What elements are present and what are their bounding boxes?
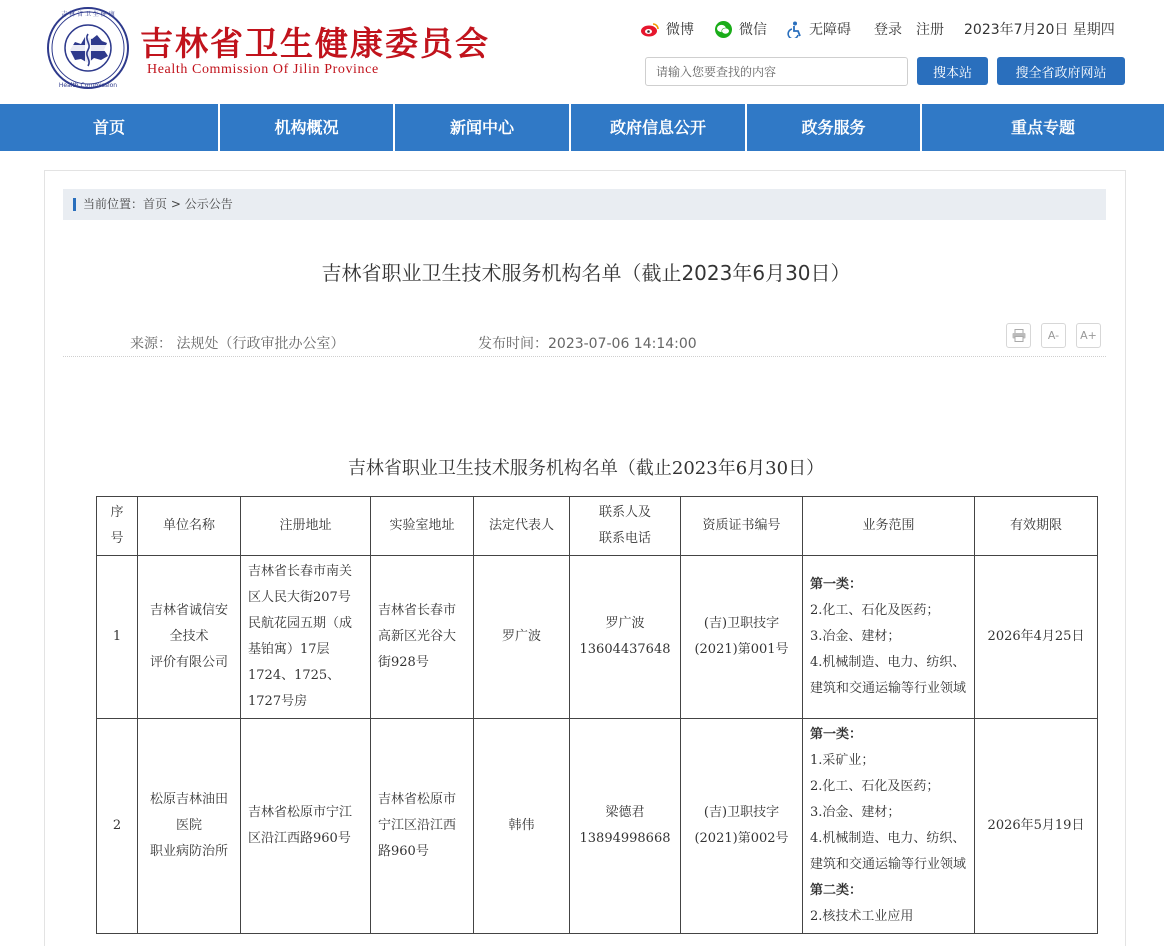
article-tools <box>1006 323 1101 348</box>
main-nav <box>0 104 1164 151</box>
nav-topics[interactable]: 重点专题 <box>1010 118 1075 137</box>
document-title: 吉林省职业卫生技术服务机构名单（截止2023年6月30日） <box>347 458 825 479</box>
col-scope: 业务范围 <box>803 497 975 556</box>
wechat-icon <box>714 21 733 38</box>
cell-contact: 罗广波 13604437648 <box>570 556 681 719</box>
meta-divider <box>63 356 1106 357</box>
cell-reg-addr: 吉林省长春市南关区人民大街207号民航花园五期（成基铂寓）17层1724、1725、1727号房 <box>241 556 371 719</box>
wechat-label: 微信 <box>739 22 767 38</box>
nav-about[interactable]: 机构概况 <box>220 104 395 151</box>
col-reg-addr: 注册地址 <box>241 497 371 556</box>
cell-cert: (吉)卫职技字 (2021)第002号 <box>681 719 803 934</box>
current-date: 2023年7月20日 星期四 <box>964 22 1115 38</box>
print-icon <box>1012 329 1026 342</box>
login-link[interactable]: 登录 <box>874 22 902 38</box>
weibo-icon <box>640 21 660 37</box>
col-lab-addr: 实验室地址 <box>371 497 474 556</box>
table-row <box>97 719 1098 934</box>
col-cert: 资质证书编号 <box>681 497 803 556</box>
font-increase-button[interactable]: A+ <box>1076 323 1101 348</box>
cell-valid: 2026年4月25日 <box>975 556 1098 719</box>
breadcrumb-current[interactable]: 公示公告 <box>184 197 233 211</box>
cell-seq: 2 <box>97 719 138 934</box>
top-links <box>640 16 1115 42</box>
font-decrease-button[interactable]: A- <box>1041 323 1066 348</box>
accessibility-link[interactable] <box>787 19 851 39</box>
commission-logo[interactable] <box>44 6 132 90</box>
cell-seq: 1 <box>97 556 138 719</box>
site-header <box>0 0 1164 104</box>
nav-gov-info[interactable]: 政府信息公开 <box>571 104 747 151</box>
content-box <box>44 170 1126 946</box>
print-button[interactable] <box>1006 323 1031 348</box>
col-contact: 联系人及 联系电话 <box>570 497 681 556</box>
institution-table <box>96 496 1098 934</box>
nav-news[interactable]: 新闻中心 <box>395 104 571 151</box>
cell-rep: 韩伟 <box>474 719 570 934</box>
cell-name: 松原吉林油田 医院 职业病防治所 <box>138 719 241 934</box>
search-site-button[interactable]: 搜本站 <box>917 57 988 85</box>
article-publish-time: 发布时间：2023-07-06 14:14:00 <box>478 336 697 352</box>
accessibility-icon <box>787 21 803 38</box>
col-name: 单位名称 <box>138 497 241 556</box>
svg-text:Health Commission: Health Commission <box>58 82 118 89</box>
weibo-link[interactable] <box>640 19 694 39</box>
cell-cert: (吉)卫职技字 (2021)第001号 <box>681 556 803 719</box>
cell-lab-addr: 吉林省松原市宁江区沿江西路960号 <box>371 719 474 934</box>
article-title: 吉林省职业卫生技术服务机构名单（截止2023年6月30日） <box>321 261 851 285</box>
nav-home[interactable]: 首页 <box>0 104 220 151</box>
cell-lab-addr: 吉林省长春市高新区光谷大街928号 <box>371 556 474 719</box>
cell-reg-addr: 吉林省松原市宁江区沿江西路960号 <box>241 719 371 934</box>
cell-valid: 2026年5月19日 <box>975 719 1098 934</box>
cell-rep: 罗广波 <box>474 556 570 719</box>
cell-scope: 第一类： 2.化工、石化及医药； 3.冶金、建材； 4.机械制造、电力、纺织、建筑和交通运输等行业领域 <box>803 556 975 719</box>
weibo-label: 微博 <box>666 22 694 38</box>
register-link[interactable]: 注册 <box>916 22 944 38</box>
col-valid: 有效期限 <box>975 497 1098 556</box>
cell-name: 吉林省诚信安 全技术 评价有限公司 <box>138 556 241 719</box>
search-input[interactable] <box>645 57 908 86</box>
search-gov-button[interactable]: 搜全省政府网站 <box>997 57 1125 85</box>
breadcrumb-prefix: 当前位置： <box>83 197 144 211</box>
nav-services[interactable]: 政务服务 <box>747 104 922 151</box>
table-row <box>97 556 1098 719</box>
wechat-link[interactable] <box>714 19 767 39</box>
breadcrumb <box>63 189 1106 220</box>
col-rep: 法定代表人 <box>474 497 570 556</box>
accessibility-label: 无障碍 <box>809 22 851 38</box>
svg-text:吉 林 省 卫 生 健 康: 吉 林 省 卫 生 健 康 <box>61 11 115 18</box>
cell-scope: 第一类： 1.采矿业； 2.化工、石化及医药； 3.冶金、建材； 4.机械制造、电力、纺织、建筑和交通运输等行业领域 第二类： 2.核技术工业应用 <box>803 719 975 934</box>
cell-contact: 梁德君 13894998668 <box>570 719 681 934</box>
col-seq: 序 号 <box>97 497 138 556</box>
table-header-row <box>97 497 1098 556</box>
site-subtitle: Health Commission Of Jilin Province <box>147 62 379 77</box>
breadcrumb-home[interactable]: 首页 <box>143 197 168 211</box>
breadcrumb-separator: > <box>167 197 185 211</box>
site-title: 吉林省卫生健康委员会 <box>140 24 490 63</box>
article-source: 来源： 法规处（行政审批办公室） <box>130 336 345 352</box>
